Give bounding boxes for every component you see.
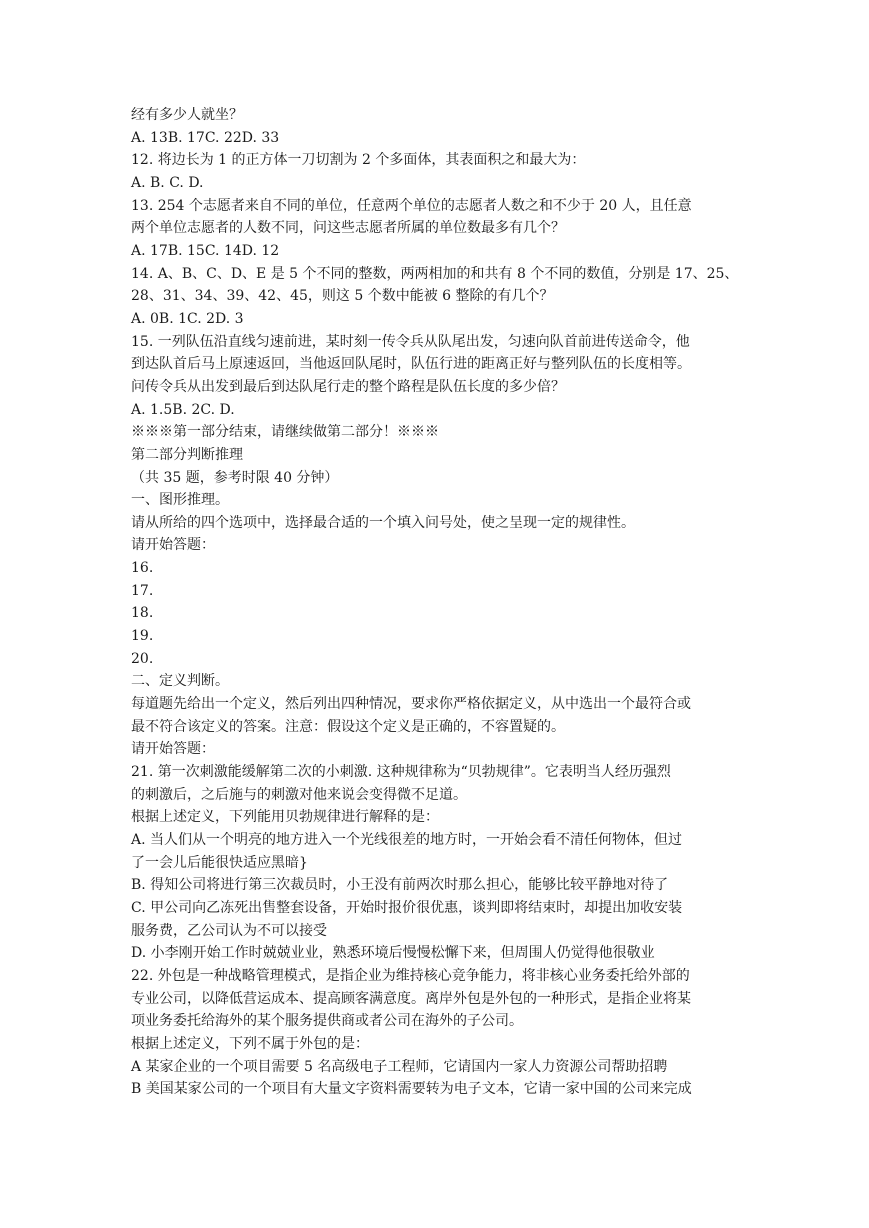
text-line: 根据上述定义，下列不属于外包的是： [131, 1035, 369, 1052]
text-line: 15. 一列队伍沿直线匀速前进，某时刻一传令兵从队尾出发，匀速向队首前进传送命令，他 [131, 333, 690, 350]
text-line: 18. [131, 605, 154, 622]
text-line: A 某家企业的一个项目需要 5 名高级电子工程师，它请国内一家人力资源公司帮助招聘 [131, 1058, 668, 1075]
text-line: 17. [131, 582, 154, 599]
text-line: 12. 将边长为 1 的正方体一刀切割为 2 个多面体，其表面积之和最大为： [131, 152, 586, 169]
text-line: 16. [131, 560, 154, 577]
text-line: 问传令兵从出发到最后到达队尾行走的整个路程是队伍长度的多少倍？ [131, 378, 565, 395]
text-line: （共 35 题，参考时限 40 分钟） [131, 469, 339, 486]
text-line: 二、定义判断。 [131, 673, 229, 690]
text-line: ※※※第一部分结束，请继续做第二部分！※※※ [131, 424, 439, 441]
text-line: 一、图形推理。 [131, 492, 229, 509]
text-line: 请从所给的四个选项中，选择最合适的一个填入问号处，使之呈现一定的规律性。 [131, 514, 635, 531]
text-line: 专业公司，以降低营运成本、提高顾客满意度。离岸外包是外包的一种形式，是指企业将某 [131, 990, 691, 1007]
text-line: 每道题先给出一个定义，然后列出四种情况，要求你严格依据定义，从中选出一个最符合或 [131, 696, 691, 713]
text-line: 28、31、34、39、42、45，则这 5 个数中能被 6 整除的有几个？ [131, 288, 554, 305]
text-line: 经有多少人就坐？ [131, 107, 243, 123]
text-line: C. 甲公司向乙冻死出售整套设备，开始时报价很优惠，谈判即将结束时，却提出加收安装 [131, 899, 683, 916]
text-line: 两个单位志愿者的人数不同，问这些志愿者所属的单位数最多有几个？ [131, 220, 565, 237]
text-line: 请开始答题： [131, 741, 215, 758]
text-line: D. 小李刚开始工作时兢兢业业，熟悉环境后慢慢松懈下来，但周围人仍觉得他很敬业 [131, 945, 655, 962]
text-line: 服务费，乙公司认为不可以接受 [131, 922, 327, 939]
text-line: B 美国某家公司的一个项目有大量文字资料需要转为电子文本，它请一家中国的公司来完成 [131, 1081, 692, 1098]
text-line: 到达队首后马上原速返回，当他返回队尾时，队伍行进的距离正好与整列队伍的长度相等。 [131, 356, 691, 373]
text-line: 请开始答题： [131, 537, 215, 554]
text-line: 最不符合该定义的答案。注意：假设这个定义是正确的，不容置疑的。 [131, 718, 565, 735]
text-line: B. 得知公司将进行第三次裁员时，小王没有前两次时那么担心，能够比较平静地对待了 [131, 877, 669, 894]
text-line: 第二部分判断推理 [131, 446, 243, 463]
text-line: 项业务委托给海外的某个服务提供商或者公司在海外的子公司。 [131, 1013, 523, 1030]
text-line: 根据上述定义，下列能用贝勃规律进行解释的是： [131, 809, 439, 826]
text-line: 了一会儿后能很快适应黑暗} [131, 854, 308, 871]
text-line: A. 当人们从一个明亮的地方进入一个光线很差的地方时，一开始会看不清任何物体，但过 [131, 832, 683, 848]
document-body [131, 104, 843, 1101]
text-line: 14. A、B、C、D、E 是 5 个不同的整数，两两相加的和共有 8 个不同的数值，分别是 17、25、 [131, 265, 739, 282]
text-line: 的刺激后，之后施与的刺激对他来说会变得微不足道。 [131, 786, 467, 803]
text-line: A. 13B. 17C. 22D. 33 [131, 129, 280, 146]
text-line: 21. 第一次刺激能缓解第二次的小刺激. 这种规律称为“贝勃规律”。它表明当人经历强烈 [131, 764, 671, 781]
text-line: 20. [131, 650, 154, 667]
text-line: A. 17B. 15C. 14D. 12 [131, 242, 280, 259]
text-line: A. B. C. D. [131, 174, 204, 191]
text-line: 22. 外包是一种战略管理模式，是指企业为维持核心竞争能力，将非核心业务委托给外部的 [131, 967, 690, 984]
text-line: A. 0B. 1C. 2D. 3 [131, 310, 244, 327]
text-line: 19. [131, 628, 154, 645]
text-line: 13. 254 个志愿者来自不同的单位，任意两个单位的志愿者人数之和不少于 20 人，且任意 [131, 197, 692, 214]
text-line: A. 1.5B. 2C. D. [131, 401, 235, 418]
